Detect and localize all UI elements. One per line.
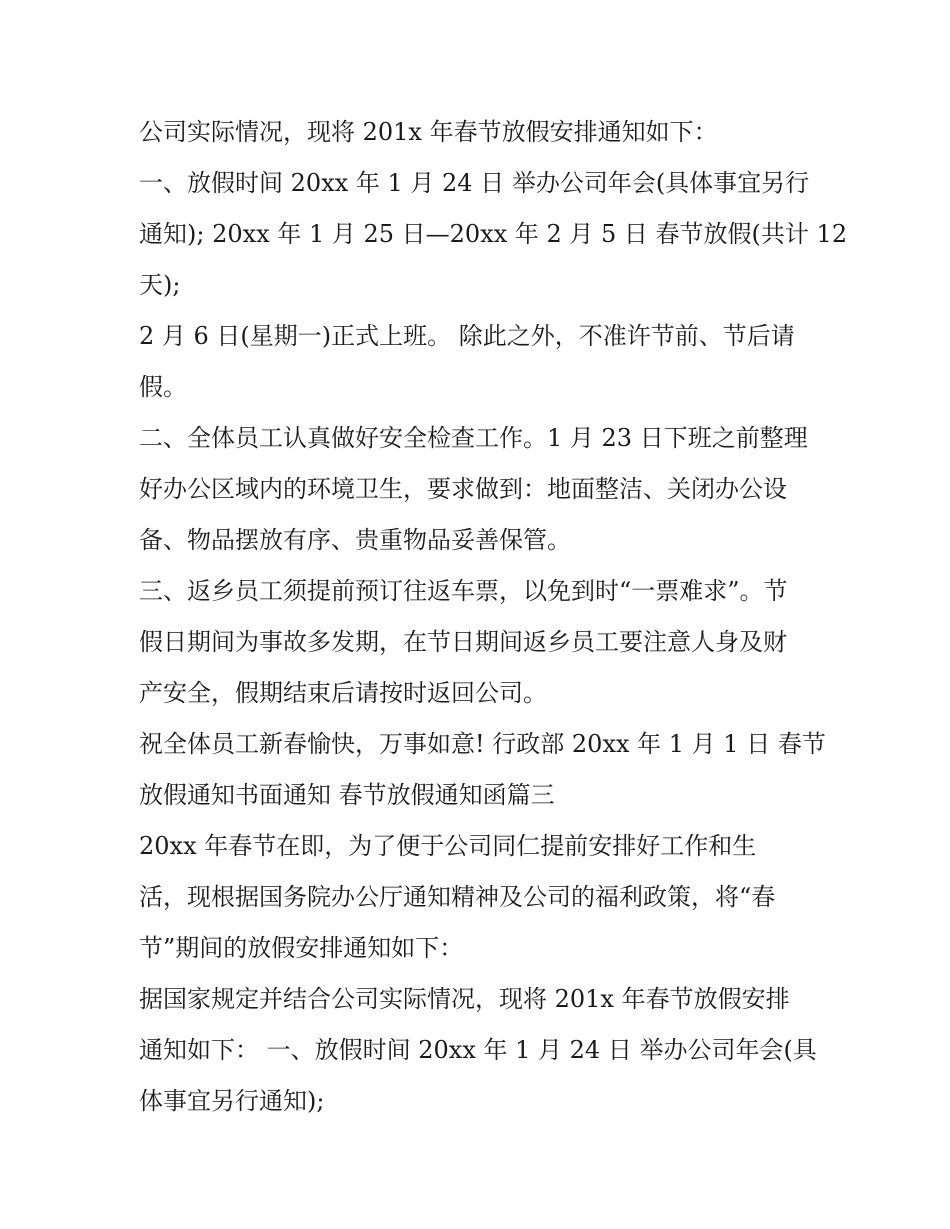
text-line: 备、物品摆放有序、贵重物品妥善保管。 xyxy=(139,526,571,554)
text-line: 一、放假时间 20xx 年 1 月 24 日 举办公司年会(具体事宜另行 xyxy=(139,169,810,197)
text-line: 天); xyxy=(139,271,181,299)
text-line: 三、返乡员工须提前预订往返车票，以免到时“一票难求”。节 xyxy=(139,577,788,605)
text-line: 2 月 6 日(星期一)正式上班。 除此之外，不准许节前、节后请 xyxy=(139,322,795,350)
text-line: 通知如下： 一、放假时间 20xx 年 1 月 24 日 举办公司年会(具 xyxy=(139,1036,817,1064)
text-line: 好办公区域内的环境卫生，要求做到：地面整洁、关闭办公设 xyxy=(139,475,787,503)
text-line: 据国家规定并结合公司实际情况，现将 201x 年春节放假安排 xyxy=(139,985,790,1013)
text-line: 产安全，假期结束后请按时返回公司。 xyxy=(139,679,547,707)
text-line: 节”期间的放假安排通知如下： xyxy=(139,934,464,962)
text-line: 假日期间为事故多发期，在节日期间返乡员工要注意人身及财 xyxy=(139,628,787,656)
document-body xyxy=(139,107,848,1127)
text-line: 二、全体员工认真做好安全检查工作。1 月 23 日下班之前整理 xyxy=(139,424,808,452)
text-line: 公司实际情况，现将 201x 年春节放假安排通知如下： xyxy=(139,118,718,146)
text-line: 放假通知书面通知 春节放假通知函篇三 xyxy=(139,781,555,809)
text-line: 活，现根据国务院办公厅通知精神及公司的福利政策，将“春 xyxy=(139,883,776,911)
text-line: 通知); 20xx 年 1 月 25 日—20xx 年 2 月 5 日 春节放假(共计 12 xyxy=(139,220,848,248)
text-line: 祝全体员工新春愉快，万事如意! 行政部 20xx 年 1 月 1 日 春节 xyxy=(139,730,826,758)
text-line: 体事宜另行通知); xyxy=(139,1087,325,1115)
text-line: 假。 xyxy=(139,373,187,401)
text-line: 20xx 年春节在即，为了便于公司同仁提前安排好工作和生 xyxy=(139,832,757,860)
